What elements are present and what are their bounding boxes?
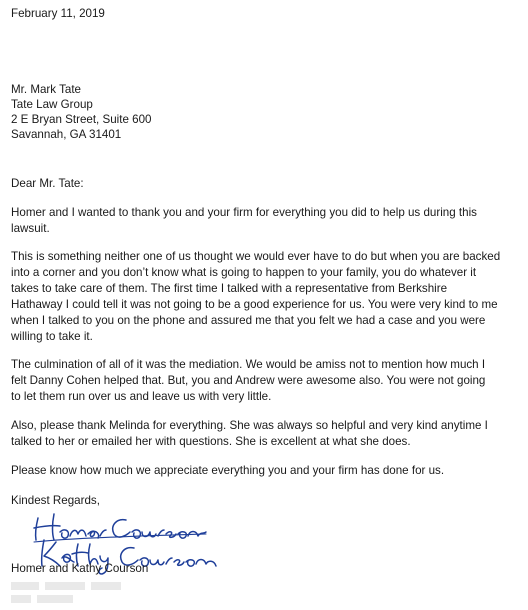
paragraph-line: Hathaway I could tell it was not going to be a good experience for us. You were very kind to me (11, 298, 498, 311)
paragraph-line: into a corner and you don’t know what is going to happen to your family, you do whatever it (11, 266, 477, 279)
paragraph-line: felt Danny Cohen helped that. But, you and Andrew were awesome also. You were not going (11, 374, 486, 387)
signature-names: Homer and Kathy Courson (11, 562, 149, 575)
recipient-street: 2 E Bryan Street, Suite 600 (11, 113, 152, 126)
paragraph-line: Homer and I wanted to thank you and your firm for everything you did to help us during this (11, 206, 477, 219)
letter-date: February 11, 2019 (11, 7, 105, 20)
paragraph-line: Please know how much we appreciate everything you and your firm has done for us. (11, 464, 445, 477)
paragraph-line: This is something neither one of us thought we would ever have to do but when you are backed (11, 250, 501, 263)
paragraph-mediation (11, 357, 511, 405)
paragraph-line: lawsuit. (11, 222, 50, 235)
closing: Kindest Regards, (11, 494, 100, 507)
paragraph-situation (11, 249, 511, 345)
paragraph-line: The culmination of all of it was the mediation. We would be amiss not to mention how much I (11, 358, 486, 371)
recipient-name: Mr. Mark Tate (11, 83, 82, 96)
paragraph-line: takes to take care of them. The first time I talked with a representative from Berkshire (11, 282, 448, 295)
salutation: Dear Mr. Tate: (11, 177, 84, 190)
paragraph-melinda (11, 418, 511, 450)
paragraph-line: talked to her or emailed her with questions. She is excellent at what she does. (11, 435, 411, 448)
paragraph-thanks (11, 205, 511, 237)
paragraph-line: when I talked to you on the phone and assured me that you felt we had a case and you were (11, 314, 486, 327)
faded-stamp-mark (11, 580, 131, 606)
paragraph-line: to let them run over us and leave us with very little. (11, 390, 272, 403)
recipient-company: Tate Law Group (11, 98, 93, 111)
recipient-city: Savannah, GA 31401 (11, 128, 122, 141)
paragraph-appreciation (11, 463, 511, 479)
paragraph-line: Also, please thank Melinda for everything. She was always so helpful and very kind anytime I (11, 419, 488, 432)
paragraph-line: willing to take it. (11, 330, 93, 343)
